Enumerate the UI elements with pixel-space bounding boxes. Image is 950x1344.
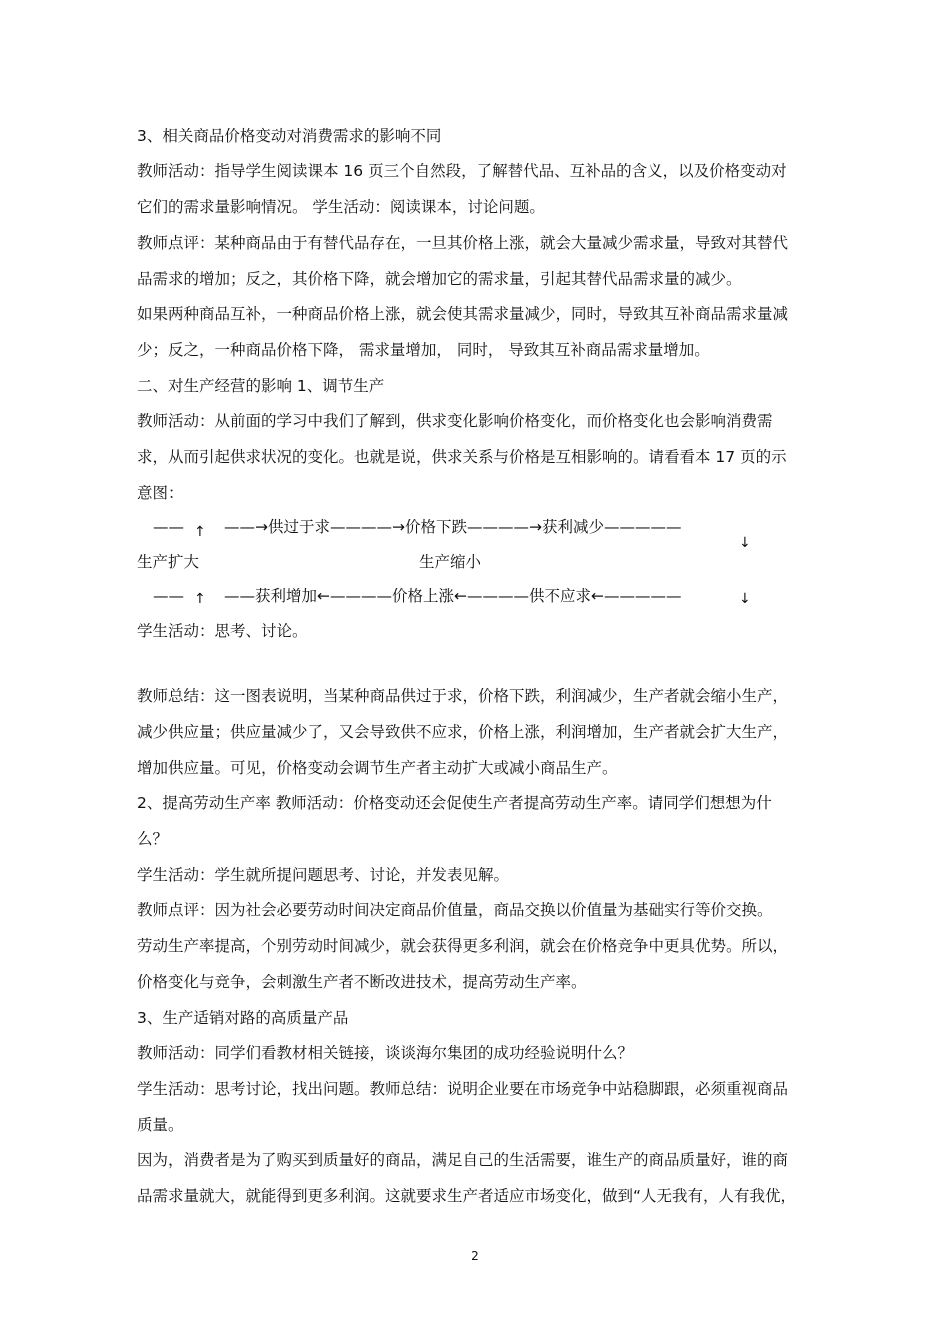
paragraph-line: 学生活动：学生就所提问题思考、讨论，并发表见解。: [137, 866, 510, 884]
paragraph-line: 如果两种商品互补，一种商品价格上涨，就会使其需求量减少，同时，导致其互补商品需求量减: [137, 305, 789, 323]
up-arrow-icon: ↑: [194, 591, 206, 607]
diagram-row1-text: ——→供过于求————→价格下跌————→获利减少—————: [224, 518, 682, 536]
diagram-row2-text: ——获利增加←————价格上涨←————供不应求←—————: [224, 587, 682, 605]
paragraph-line: 价格变化与竞争，会刺激生产者不断改进技术，提高劳动生产率。: [137, 973, 587, 991]
paragraph-line: 少；反之，一种商品价格下降， 需求量增加， 同时， 导致其互补商品需求量增加。: [137, 341, 710, 359]
paragraph-line: 教师点评：因为社会必要劳动时间决定商品价值量，商品交换以价值量为基础实行等价交换。: [137, 901, 773, 919]
paragraph-line: 学生活动：思考讨论，找出问题。教师总结：说明企业要在市场竞争中站稳脚跟，必须重视商品: [137, 1080, 789, 1098]
paragraph-line: 质量。: [137, 1116, 184, 1134]
paragraph-line: 因为，消费者是为了购买到质量好的商品，满足自己的生活需要，谁生产的商品质量好，谁的商: [137, 1151, 789, 1169]
paragraph-line: 教师活动：同学们看教材相关链接，谈谈海尔集团的成功经验说明什么？: [137, 1044, 634, 1062]
diagram-row2-lead: ——: [153, 587, 184, 605]
page-number: 2: [471, 1249, 479, 1263]
paragraph-line: 它们的需求量影响情况。 学生活动：阅读课本，讨论问题。: [137, 198, 545, 216]
paragraph-line: 品需求的增加；反之，其价格下降，就会增加它的需求量，引起其替代品需求量的减少。: [137, 270, 742, 288]
paragraph-line: 劳动生产率提高，个别劳动时间减少，就会获得更多利润，就会在价格竞争中更具优势。所以，: [137, 937, 789, 955]
section-heading: 二、对生产经营的影响 1、调节生产: [137, 377, 385, 395]
paragraph-line: 意图：: [137, 484, 184, 502]
paragraph-line: 教师活动：从前面的学习中我们了解到，供求变化影响价格变化，而价格变化也会影响消费需: [137, 412, 773, 430]
paragraph-line: 么？: [137, 830, 169, 848]
paragraph-line: 求，从而引起供求状况的变化。也就是说，供求关系与价格是互相影响的。请看看本 17 页的示: [137, 448, 787, 466]
section-heading: 3、相关商品价格变动对消费需求的影响不同: [137, 127, 442, 145]
section-heading: 3、生产适销对路的高质量产品: [137, 1009, 349, 1027]
diagram-label-shrink: 生产缩小: [419, 553, 482, 571]
paragraph-line: 教师点评：某种商品由于有替代品存在，一旦其价格上涨，就会大量减少需求量，导致对其替代: [137, 234, 789, 252]
down-arrow-icon: ↓: [739, 535, 751, 551]
diagram-label-expand: 生产扩大: [137, 553, 200, 571]
up-arrow-icon: ↑: [194, 524, 206, 540]
paragraph-line: 减少供应量；供应量减少了，又会导致供不应求，价格上涨，利润增加，生产者就会扩大生产，: [137, 723, 789, 741]
down-arrow-icon: ↓: [739, 591, 751, 607]
diagram-row1-lead: ——: [153, 518, 184, 536]
section-heading: 2、提高劳动生产率 教师活动：价格变动还会促使生产者提高劳动生产率。请同学们想想为什: [137, 794, 772, 812]
paragraph-line: 学生活动：思考、讨论。: [137, 622, 308, 640]
paragraph-line: 增加供应量。可见，价格变动会调节生产者主动扩大或减小商品生产。: [137, 759, 618, 777]
paragraph-line: 教师总结：这一图表说明，当某种商品供过于求，价格下跌，利润减少，生产者就会缩小生产，: [137, 687, 789, 705]
paragraph-line: 教师活动：指导学生阅读课本 16 页三个自然段，了解替代品、互补品的含义，以及价格变动对: [137, 162, 787, 180]
paragraph-line: 品需求量就大，就能得到更多利润。这就要求生产者适应市场变化，做到“人无我有，人有我优，: [137, 1187, 797, 1205]
